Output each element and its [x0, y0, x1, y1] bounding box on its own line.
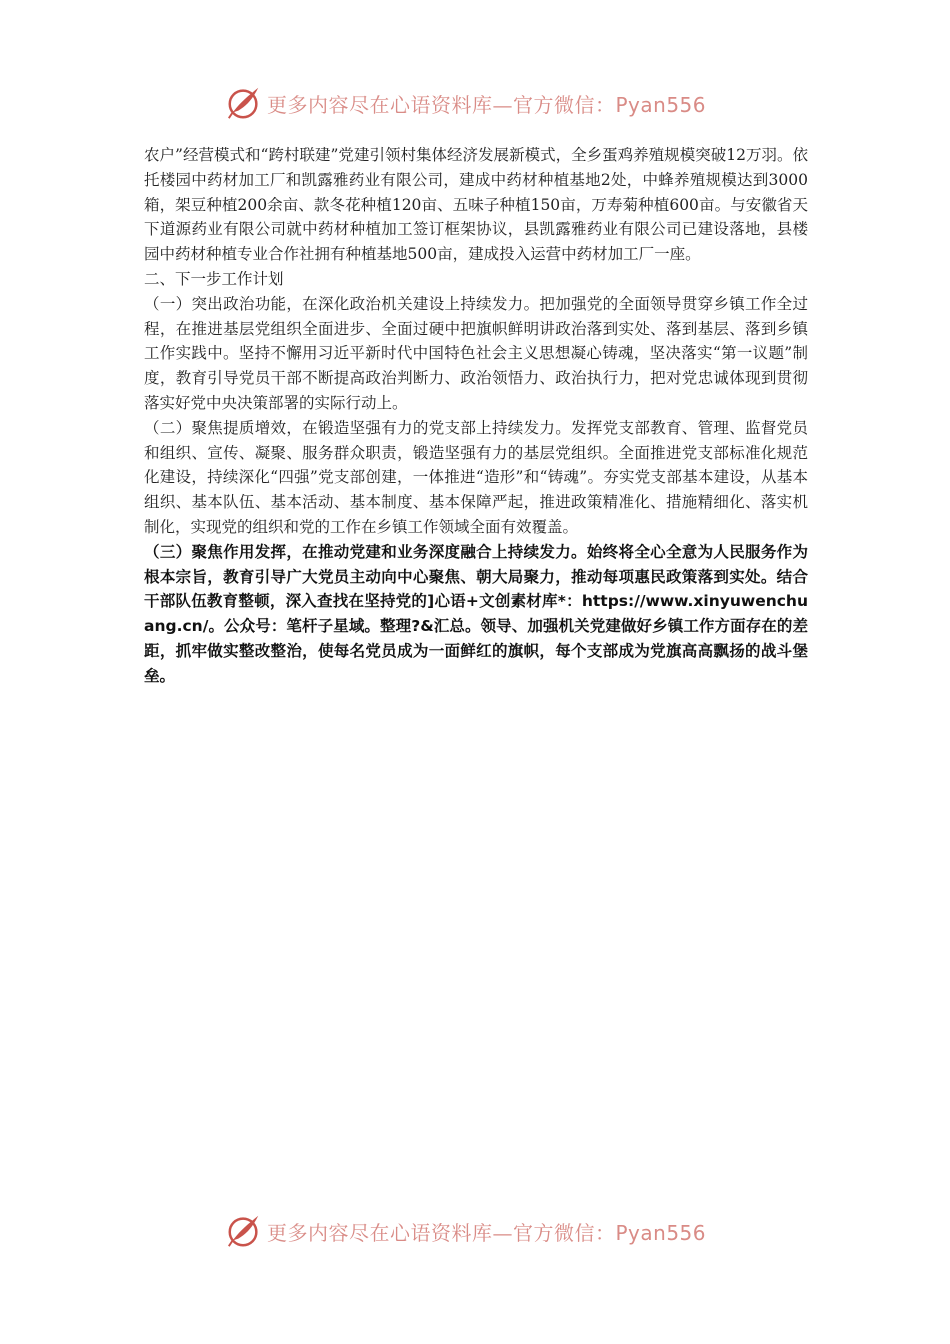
paragraph-agri-results: 农户”经营模式和“跨村联建”党建引领村集体经济发展新模式，全乡蛋鸡养殖规模突破12万羽。依托楼园中药材加工厂和凯露雅药业有限公司，建成中药材种植基地2处，中蜂养殖规模达到3000箱，架豆种植200余亩、款冬花种植120亩、五味子种植150亩，万寿菊种植600亩。与安徽省天下道源药业有限公司就中药材种植加工签订框架协议，县凯露雅药业有限公司已建设落地，县楼园中药材种植专业合作社拥有种植基地500亩，建成投入运营中药材加工厂一座。 [144, 146, 808, 264]
watermark-text: 更多内容尽在心语资料库—官方微信：Pyan556 [267, 92, 707, 117]
header-watermark [225, 83, 706, 123]
footer-watermark [225, 1211, 706, 1251]
document-body [144, 143, 808, 689]
paragraph-plan-1: （一）突出政治功能，在深化政治机关建设上持续发力。把加强党的全面领导贯穿乡镇工作全过程，在推进基层党组织全面进步、全面过硬中把旗帜鲜明讲政治落到实处、落到基层、落到乡镇工作实践中。坚持不懈用习近平新时代中国特色社会主义思想凝心铸魂，坚决落实“第一议题”制度，教育引导党员干部不断提高政治判断力、政治领悟力、政治执行力，把对党忠诚体现到贯彻落实好党中央决策部署的实际行动上。 [144, 294, 808, 412]
section-heading-next-plan: 二、下一步工作计划 [144, 269, 284, 288]
watermark-text: 更多内容尽在心语资料库—官方微信：Pyan556 [267, 1220, 707, 1245]
paragraph-plan-3: （三）聚焦作用发挥，在推动党建和业务深度融合上持续发力。始终将全心全意为人民服务作为根本宗旨，教育引导广大党员主动向中心聚焦、朝大局聚力，推动每项惠民政策落到实处。结合干部队伍教育整顿，深入查找在坚持党的]心语+文创素材库*：https://www.xinyuwenchuang.cn/。公众号：笔杆子星域。整理?&汇总。领导、加强机关党建做好乡镇工作方面存在的差距，抓牢做实整改整治，使每名党员成为一面鲜红的旗帜，每个支部成为党旗高高飘扬的战斗堡垒。 [144, 542, 808, 685]
quill-circle-icon [225, 1212, 263, 1250]
quill-circle-icon [225, 84, 263, 122]
paragraph-plan-2: （二）聚焦提质增效，在锻造坚强有力的党支部上持续发力。发挥党支部教育、管理、监督党员和组织、宣传、凝聚、服务群众职责，锻造坚强有力的基层党组织。全面推进党支部标准化规范化建设，持续深化“四强”党支部创建，一体推进“造形”和“铸魂”。夯实党支部基本建设，从基本组织、基本队伍、基本活动、基本制度、基本保障严起，推进政策精准化、措施精细化、落实机制化，实现党的组织和党的工作在乡镇工作领域全面有效覆盖。 [144, 418, 808, 536]
